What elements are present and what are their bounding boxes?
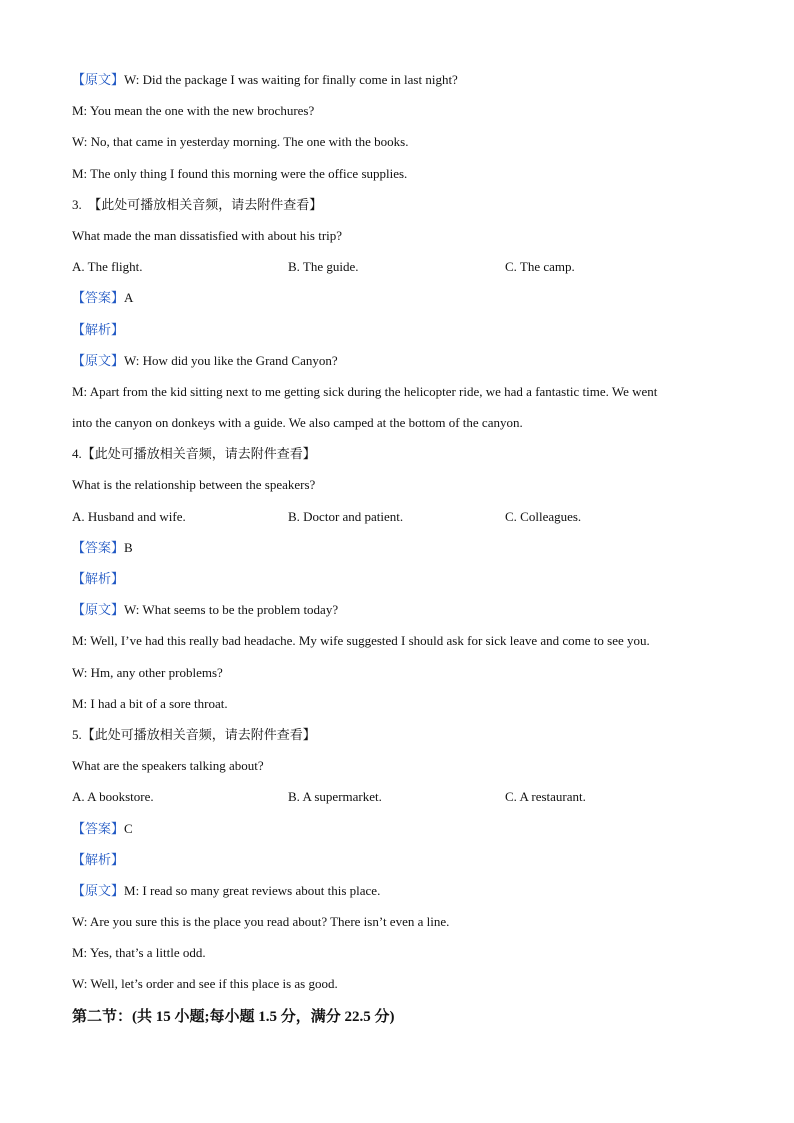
options-row: [72, 251, 732, 282]
answer-line: [72, 813, 732, 844]
transcript-tag: 【原文】: [72, 72, 125, 87]
transcript-text: W: Did the package I was waiting for finally come in last night?: [124, 72, 458, 87]
answer-tag: 【答案】: [72, 290, 125, 306]
transcript-line: [72, 345, 732, 376]
question-text: What made the man dissatisfied with about his trip?: [72, 227, 343, 243]
audio-note: 【此处可播放相关音频，请去附件查看】: [81, 446, 316, 462]
question-header-5: [72, 719, 732, 750]
analysis-tag: 【解析】: [72, 321, 125, 337]
document-page: [72, 64, 732, 1033]
option-c: C. Colleagues.: [505, 508, 582, 524]
transcript-line: W: Are you sure this is the place you read about? There isn’t even a line.: [72, 914, 450, 930]
answer-tag: 【答案】: [72, 820, 125, 836]
transcript-text: W: How did you like the Grand Canyon?: [124, 352, 338, 368]
section-heading: 第二节：(共 15 小题;每小题 1.5 分，满分 22.5 分): [72, 1008, 395, 1025]
transcript-text: M: I read so many great reviews about this place.: [124, 882, 381, 898]
answer-tag: 【答案】: [72, 539, 125, 555]
options-row: [72, 781, 732, 812]
transcript-line: M: Well, I’ve had this really bad headache. My wife suggested I should ask for sick leave and come to see you.: [72, 633, 650, 649]
option-b: B. A supermarket.: [288, 789, 382, 805]
transcript-tag: 【原文】: [72, 602, 125, 618]
transcript-line: M: You mean the one with the new brochures?: [72, 103, 315, 119]
transcript-line: into the canyon on donkeys with a guide. We also camped at the bottom of the canyon.: [72, 415, 523, 431]
question-text: What are the speakers talking about?: [72, 758, 264, 774]
analysis-tag: 【解析】: [72, 571, 125, 586]
transcript-line: W: No, that came in yesterday morning. The one with the books.: [72, 134, 409, 150]
options-row: [72, 501, 732, 532]
question-text: What is the relationship between the speakers?: [72, 477, 316, 493]
transcript-tag: 【原文】: [72, 352, 125, 368]
transcript-line: [72, 64, 732, 95]
question-number: 5.: [72, 726, 82, 742]
option-c: C. A restaurant.: [505, 789, 586, 805]
transcript-line: M: Apart from the kid sitting next to me getting sick during the helicopter ride, we had a fantastic time. We went: [72, 383, 658, 399]
option-c: C. The camp.: [505, 259, 575, 275]
transcript-line: M: Yes, that’s a little odd.: [72, 945, 206, 961]
audio-note: 【此处可播放相关音频，请去附件查看】: [81, 726, 316, 742]
transcript-line: [72, 594, 732, 625]
answer-value: C: [124, 820, 133, 836]
answer-value: A: [124, 290, 134, 306]
transcript-line: M: I had a bit of a sore throat.: [72, 695, 228, 711]
transcript-text: W: What seems to be the problem today?: [124, 602, 339, 618]
option-a: A. A bookstore.: [72, 789, 154, 805]
question-header-4: [72, 438, 732, 469]
option-a: A. Husband and wife.: [72, 508, 186, 524]
option-b: B. The guide.: [288, 259, 359, 275]
answer-line: [72, 282, 732, 313]
option-a: A. The flight.: [72, 259, 143, 275]
answer-line: [72, 532, 732, 563]
question-header-3: [72, 189, 732, 220]
question-number: 4.: [72, 446, 82, 462]
answer-value: B: [124, 539, 133, 555]
transcript-line: W: Hm, any other problems?: [72, 664, 223, 680]
transcript-tag: 【原文】: [72, 882, 125, 898]
transcript-line: [72, 875, 732, 906]
question-number: 3.: [72, 196, 82, 212]
transcript-line: M: The only thing I found this morning were the office supplies.: [72, 165, 408, 181]
transcript-line: W: Well, let’s order and see if this place is as good.: [72, 976, 338, 992]
audio-note: 【此处可播放相关音频，请去附件查看】: [88, 196, 323, 212]
analysis-tag: 【解析】: [72, 851, 125, 867]
option-b: B. Doctor and patient.: [288, 508, 404, 524]
